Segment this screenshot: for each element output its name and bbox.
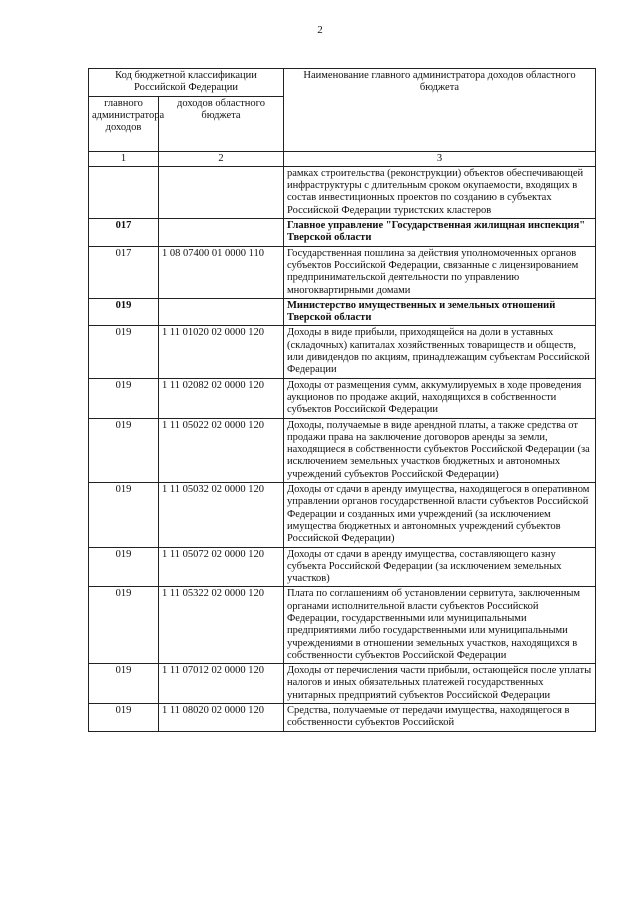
header-regional-budget-revenues: доходов областного бюджета — [159, 96, 284, 151]
admin-code-cell: 019 — [89, 326, 159, 378]
admin-code-cell: 019 — [89, 587, 159, 664]
revenue-name-cell: Доходы от сдачи в аренду имущества, составляющего казну субъекта Российской Федерации (за исключением земельных участков) — [284, 547, 596, 587]
revenue-name-cell: Доходы, получаемые в виде арендной платы, а также средства от продажи права на заключение договоров аренды за земли, находящиеся в собственности субъектов Российской Федерации (за исключением земельных участков бюджетных и автономных учреждений субъектов Российской Федерации) — [284, 418, 596, 482]
revenue-name-cell: рамках строительства (реконструкции) объектов обеспечивающей инфраструктуры с длительным сроком окупаемости, входящих в состав инвестиционных проектов по созданию в субъектах Российской Федерации туристских кластеров — [284, 166, 596, 218]
header-administrator-name: Наименование главного администратора доходов областного бюджета — [284, 69, 596, 152]
table-row — [89, 664, 596, 704]
table-row — [89, 326, 596, 378]
table-body — [89, 166, 596, 731]
table-row — [89, 704, 596, 732]
revenue-code-cell — [159, 166, 284, 218]
revenue-name-cell: Доходы от размещения сумм, аккумулируемых в ходе проведения аукционов по продаже акций, находящихся в собственности субъектов Российской Федерации — [284, 378, 596, 418]
revenue-code-cell: 1 11 08020 02 0000 120 — [159, 704, 284, 732]
admin-code-cell — [89, 166, 159, 218]
table-header — [89, 69, 596, 167]
revenue-code-cell: 1 11 05022 02 0000 120 — [159, 418, 284, 482]
revenue-name-cell: Доходы от перечисления части прибыли, остающейся после уплаты налогов и иных обязательных платежей государственных унитарных предприятий субъектов Российской Федерации — [284, 664, 596, 704]
table-row — [89, 483, 596, 547]
table-row — [89, 378, 596, 418]
revenue-code-cell: 1 11 05032 02 0000 120 — [159, 483, 284, 547]
admin-code-cell: 019 — [89, 704, 159, 732]
table-row — [89, 587, 596, 664]
revenue-code-cell: 1 11 02082 02 0000 120 — [159, 378, 284, 418]
revenue-code-cell: 1 11 01020 02 0000 120 — [159, 326, 284, 378]
budget-classification-table — [88, 68, 596, 732]
header-column-number-2: 2 — [159, 151, 284, 166]
header-column-number-3: 3 — [284, 151, 596, 166]
table-row — [89, 246, 596, 298]
table-row — [89, 166, 596, 218]
header-column-number-1: 1 — [89, 151, 159, 166]
revenue-name-cell: Средства, получаемые от передачи имущества, находящегося в собственности субъектов Российской — [284, 704, 596, 732]
admin-code-cell: 019 — [89, 378, 159, 418]
revenue-name-cell: Государственная пошлина за действия уполномоченных органов субъектов Российской Федерации, связанные с лицензированием предпринимательской деятельности по управлению многоквартирными домами — [284, 246, 596, 298]
revenue-code-cell: 1 11 05072 02 0000 120 — [159, 547, 284, 587]
admin-code-cell: 019 — [89, 664, 159, 704]
table-row — [89, 219, 596, 247]
admin-code-cell: 017 — [89, 246, 159, 298]
revenue-name-cell: Министерство имущественных и земельных отношений Тверской области — [284, 298, 596, 326]
revenue-code-cell: 1 08 07400 01 0000 110 — [159, 246, 284, 298]
revenue-code-cell: 1 11 07012 02 0000 120 — [159, 664, 284, 704]
table-row — [89, 547, 596, 587]
revenue-name-cell: Доходы в виде прибыли, приходящейся на доли в уставных (складочных) капиталах хозяйственных товариществ и обществ, или дивидендов по акциям, принадлежащим субъектам Российской Федерации — [284, 326, 596, 378]
header-budget-classification-code: Код бюджетной классификации Российской Федерации — [89, 69, 284, 97]
admin-code-cell: 019 — [89, 418, 159, 482]
revenue-code-cell — [159, 219, 284, 247]
revenue-code-cell — [159, 298, 284, 326]
revenue-name-cell: Плата по соглашениям об установлении сервитута, заключенным органами исполнительной власти субъектов Российской Федерации, государственными или муниципальными предприятиями либо государственными или муниципальными учреждениями в отношении земельных участков, находящихся в собственности субъектов Российской Федерации — [284, 587, 596, 664]
revenue-name-cell: Доходы от сдачи в аренду имущества, находящегося в оперативном управлении органов государственной власти субъектов Российской Федерации и созданных ими учреждений (за исключением имущества бюджетных и автономных учреждений субъектов Российской Федерации) — [284, 483, 596, 547]
admin-code-cell: 017 — [89, 219, 159, 247]
header-chief-administrator: главного администратора доходов — [89, 96, 159, 151]
admin-code-cell: 019 — [89, 298, 159, 326]
admin-code-cell: 019 — [89, 547, 159, 587]
table-row — [89, 418, 596, 482]
page-number: 2 — [317, 24, 323, 36]
revenue-name-cell: Главное управление "Государственная жилищная инспекция" Тверской области — [284, 219, 596, 247]
revenue-code-cell: 1 11 05322 02 0000 120 — [159, 587, 284, 664]
admin-code-cell: 019 — [89, 483, 159, 547]
table-row — [89, 298, 596, 326]
